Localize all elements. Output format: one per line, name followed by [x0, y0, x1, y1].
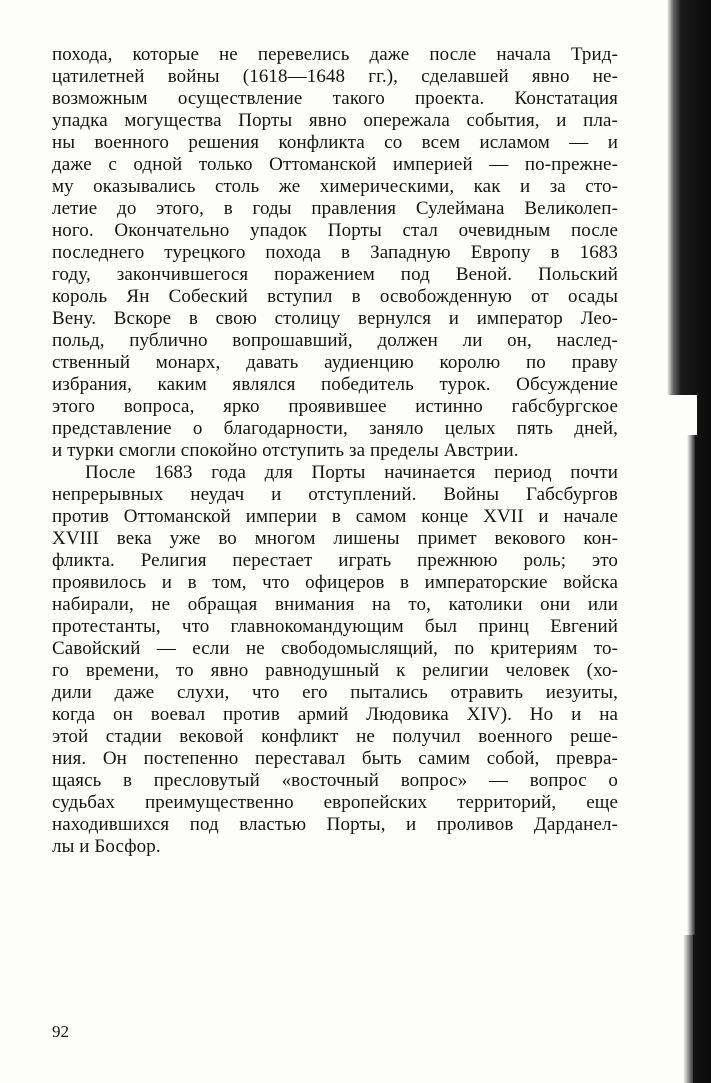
text-line: даже с одной только Оттоманской империей — по-прежне- — [52, 154, 618, 175]
text-line: протестанты, что главнокомандующим был принц Евгений — [52, 616, 618, 637]
text-line: последнего турецкого похода в Западную Европу в 1683 — [52, 242, 618, 263]
text-line: этого вопроса, ярко проявившее истинно габсбургское — [52, 396, 618, 417]
text-line: лы и Босфор. — [52, 836, 161, 857]
text-line: находившихся под властью Порты, и проливов Дарданел- — [52, 814, 618, 835]
text-line: набирали, не обращая внимания на то, католики они или — [52, 594, 618, 615]
text-line: ственный монарх, давать аудиенцию королю по праву — [52, 352, 618, 373]
text-line: году, закончившегося поражением под Веной. Польский — [52, 264, 618, 285]
body-text — [52, 44, 618, 858]
text-line: щаясь в пресловутый «восточный вопрос» — вопрос о — [52, 770, 618, 791]
text-line-paragraph-start: После 1683 года для Порты начинается период почти — [85, 462, 618, 483]
text-line: летие до этого, в годы правления Сулеймана Великолеп- — [52, 198, 618, 219]
text-line: этой стадии вековой конфликт не получил военного реше- — [52, 726, 618, 747]
text-line: ного. Окончательно упадок Порты стал очевидным после — [52, 220, 618, 241]
text-line: избрания, каким являлся победитель турок. Обсуждение — [52, 374, 618, 395]
text-line: представление о благодарности, заняло целых пять дней, — [52, 418, 618, 439]
text-line: и турки смогли спокойно отступить за пределы Австрии. — [52, 440, 519, 461]
text-line: непрерывных неудач и отступлений. Войны Габсбургов — [52, 484, 618, 505]
text-line: против Оттоманской империи в самом конце XVII и начале — [52, 506, 618, 527]
text-line: когда он воевал против армий Людовика XIV). Но и на — [52, 704, 618, 725]
text-line: ния. Он постепенно переставал быть самим собой, превра- — [52, 748, 618, 769]
text-line: польд, публично вопрошавший, должен ли он, наслед- — [52, 330, 618, 351]
text-line: цатилетней войны (1618—1648 гг.), сделавшей явно не- — [52, 66, 618, 87]
text-line: фликта. Религия перестает играть прежнюю роль; это — [52, 550, 618, 571]
page-number: 92 — [52, 1022, 69, 1041]
text-line: ны военного решения конфликта со всем исламом — и — [52, 132, 618, 153]
text-line: возможным осуществление такого проекта. Констатация — [52, 88, 618, 109]
shadow-notch — [667, 395, 697, 435]
text-line: король Ян Собеский вступил в освобожденную от осады — [52, 286, 618, 307]
shadow-notch — [667, 935, 693, 1083]
text-line: му оказывались столь же химерическими, как и за сто- — [52, 176, 618, 197]
shadow-notch — [667, 435, 695, 935]
text-line: судьбах преимущественно европейских территорий, еще — [52, 792, 618, 813]
scan-binding-shadow — [667, 0, 711, 1083]
text-line: упадка могущества Порты явно опережала события, и пла- — [52, 110, 618, 131]
text-line: XVIII века уже во многом лишены примет векового кон- — [52, 528, 618, 549]
text-line: Савойский — если не свободомыслящий, по критериям то- — [52, 638, 618, 659]
text-line: дили даже слухи, что его пытались отравить иезуиты, — [52, 682, 618, 703]
text-line: похода, которые не перевелись даже после начала Трид- — [52, 44, 618, 65]
text-line: Вену. Вскоре в свою столицу вернулся и император Лео- — [52, 308, 618, 329]
text-line: проявилось и в том, что офицеров в императорские войска — [52, 572, 618, 593]
text-line: го времени, то явно равнодушный к религии человек (хо- — [52, 660, 618, 681]
